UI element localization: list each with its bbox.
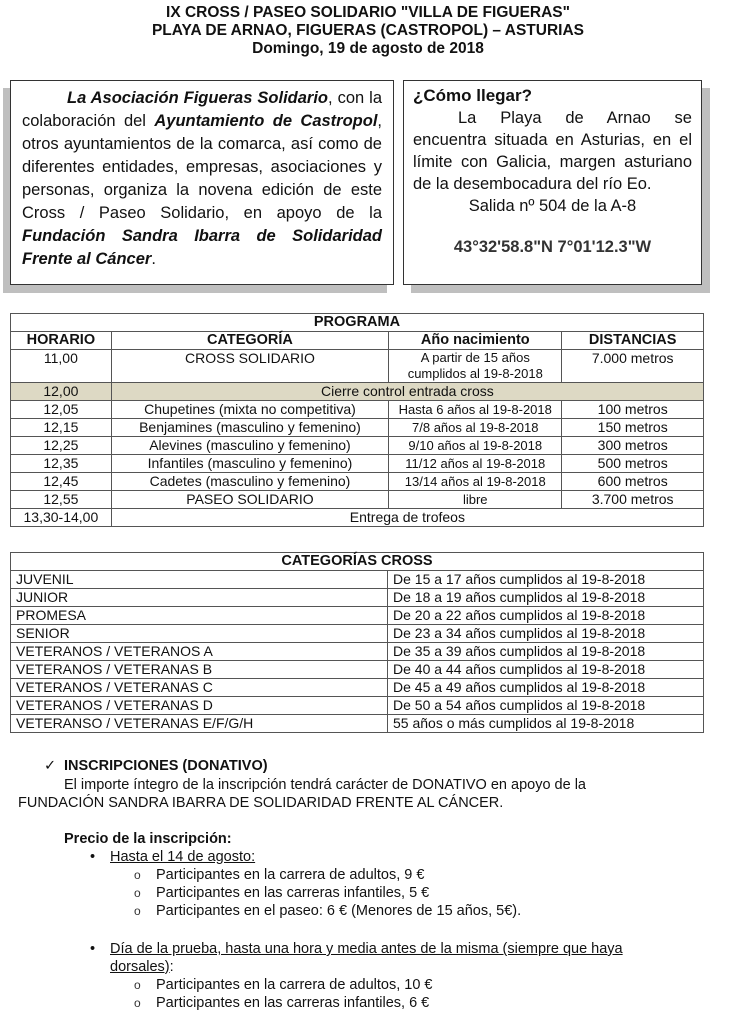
col-distancias: DISTANCIAS — [562, 332, 704, 350]
table-row — [11, 509, 704, 527]
cell-category-name: PROMESA — [11, 607, 388, 625]
price-item — [134, 902, 521, 920]
cell-time: 12,25 — [11, 437, 112, 455]
cell-distance: 500 metros — [562, 455, 704, 473]
programa-header-row — [11, 332, 704, 350]
cell-category-name: SENIOR — [11, 625, 388, 643]
period-label-suffix: : — [169, 959, 174, 975]
cell-age-range: De 45 a 49 años cumplidos al 19-8-2018 — [388, 679, 704, 697]
circle-bullet-icon: o — [134, 978, 141, 992]
cell-time: 13,30-14,00 — [11, 509, 112, 527]
cell-birth: 11/12 años al 19-8-2018 — [389, 455, 562, 473]
cell-time: 12,45 — [11, 473, 112, 491]
cell-age-range: 55 años o más cumplidos al 19-8-2018 — [388, 715, 704, 733]
period-item — [90, 848, 255, 866]
foundation-name: Fundación Sandra Ibarra de Solidaridad Frente al Cáncer — [22, 227, 382, 268]
circle-bullet-icon: o — [134, 996, 141, 1010]
price-item — [134, 994, 429, 1012]
bullet-icon: • — [90, 849, 96, 865]
event-location: PLAYA DE ARNAO, FIGUERAS (CASTROPOL) – ASTURIAS — [151, 22, 585, 39]
cell-category: CROSS SOLIDARIO — [111, 350, 388, 383]
cell-category: Chupetines (mixta no competitiva) — [111, 401, 388, 419]
programa-table — [10, 313, 704, 527]
price-text: Participantes en la carrera de adultos, 10 € — [156, 977, 433, 993]
checkmark-icon: ✓ — [44, 758, 57, 774]
bullet-icon: • — [90, 941, 96, 957]
event-title: IX CROSS / PASEO SOLIDARIO "VILLA DE FIGUERAS" — [166, 4, 570, 21]
cell-distance: 7.000 metros — [562, 350, 704, 383]
table-row — [11, 455, 704, 473]
cell-age-range: De 50 a 54 años cumplidos al 19-8-2018 — [388, 697, 704, 715]
table-row — [11, 437, 704, 455]
price-item — [134, 976, 432, 994]
cell-birth-line: cumplidos al 19-8-2018 — [407, 366, 543, 381]
table-row — [11, 607, 704, 625]
price-item — [134, 884, 429, 902]
table-row — [11, 491, 704, 509]
price-item — [134, 866, 424, 884]
cell-time: 12,35 — [11, 455, 112, 473]
gps-coordinates: 43°32'58.8"N 7°01'12.3"W — [453, 238, 652, 256]
cell-distance: 150 metros — [562, 419, 704, 437]
price-text: Participantes en las carreras infantiles, 6 € — [156, 995, 430, 1011]
cell-birth — [389, 350, 562, 383]
period-label: Día de la prueba, hasta una hora y media antes de la misma (siempre que haya — [110, 941, 623, 957]
organizer-name: La Asociación Figueras Solidario — [67, 89, 328, 107]
cell-category-name: VETERANOS / VETERANAS D — [11, 697, 388, 715]
cell-category: Alevines (masculino y femenino) — [111, 437, 388, 455]
programa-title: PROGRAMA — [11, 314, 704, 332]
cell-birth: 13/14 años al 19-8-2018 — [389, 473, 562, 491]
council-name: Ayuntamiento de Castropol — [154, 112, 378, 130]
cell-time: 12,00 — [11, 383, 112, 401]
inscripciones-heading — [44, 757, 268, 775]
cell-category: Cadetes (masculino y femenino) — [111, 473, 388, 491]
cell-birth-line: A partir de 15 años — [420, 350, 530, 365]
cell-age-range: De 18 a 19 años cumplidos al 19-8-2018 — [388, 589, 704, 607]
period-label: dorsales) — [110, 959, 170, 975]
highway-exit: Salida nº 504 de la A-8 — [468, 197, 637, 215]
directions-text: La Playa de Arnao se encuentra situada en Asturias, en el límite con Galicia, margen asturiano de la desembocadura del río Eo. — [413, 109, 692, 193]
cell-age-range: De 15 a 17 años cumplidos al 19-8-2018 — [388, 571, 704, 589]
cell-category-name: JUNIOR — [11, 589, 388, 607]
cell-distance: 100 metros — [562, 401, 704, 419]
table-row — [11, 661, 704, 679]
price-text: Participantes en la carrera de adultos, 9 € — [156, 867, 425, 883]
cell-note: Cierre control entrada cross — [111, 383, 703, 401]
intro-text: . — [151, 250, 156, 268]
cell-category: Infantiles (masculino y femenino) — [111, 455, 388, 473]
cell-category-name: JUVENIL — [11, 571, 388, 589]
intro-text: , con la colaboración del — [22, 89, 382, 130]
circle-bullet-icon: o — [134, 886, 141, 900]
period-label-continued — [110, 958, 174, 976]
directions-box — [403, 80, 702, 285]
circle-bullet-icon: o — [134, 868, 141, 882]
cell-category-name: VETERANOS / VETERANAS B — [11, 661, 388, 679]
intro-text: , otros ayuntamientos de la comarca, así como de diferentes entidades, empresas, asociaciones y personas, organiza la novena edición de este Cross / Paseo Solidario, en apoyo de la — [22, 112, 382, 222]
period-item — [90, 940, 623, 958]
cell-age-range: De 20 a 22 años cumplidos al 19-8-2018 — [388, 607, 704, 625]
cell-note: Entrega de trofeos — [111, 509, 703, 527]
table-row — [11, 401, 704, 419]
cell-category-name: VETERANOS / VETERANOS A — [11, 643, 388, 661]
cell-distance: 600 metros — [562, 473, 704, 491]
price-title: Precio de la inscripción: — [64, 831, 232, 847]
highlight-row — [11, 383, 704, 401]
cell-distance: 300 metros — [562, 437, 704, 455]
col-horario: HORARIO — [11, 332, 112, 350]
event-date: Domingo, 19 de agosto de 2018 — [252, 40, 484, 57]
cell-category-name: VETERANSO / VETERANAS E/F/G/H — [11, 715, 388, 733]
table-row — [11, 473, 704, 491]
col-ano-nacimiento: Año nacimiento — [389, 332, 562, 350]
table-row — [11, 350, 704, 383]
cell-age-range: De 40 a 44 años cumplidos al 19-8-2018 — [388, 661, 704, 679]
cell-age-range: De 35 a 39 años cumplidos al 19-8-2018 — [388, 643, 704, 661]
table-row — [11, 715, 704, 733]
price-text: Participantes en las carreras infantiles, 5 € — [156, 885, 430, 901]
inscripciones-title: INSCRIPCIONES (DONATIVO) — [64, 758, 268, 774]
cell-birth: 9/10 años al 19-8-2018 — [389, 437, 562, 455]
table-row — [11, 419, 704, 437]
cell-birth: 7/8 años al 19-8-2018 — [389, 419, 562, 437]
cell-time: 11,00 — [11, 350, 112, 383]
table-row — [11, 697, 704, 715]
cell-category: Benjamines (masculino y femenino) — [111, 419, 388, 437]
intro-box — [10, 80, 394, 285]
cell-birth: Hasta 6 años al 19-8-2018 — [389, 401, 562, 419]
table-row — [11, 625, 704, 643]
cell-distance: 3.700 metros — [562, 491, 704, 509]
cell-category-name: VETERANOS / VETERANAS C — [11, 679, 388, 697]
col-categoria: CATEGORÍA — [111, 332, 388, 350]
table-row — [11, 643, 704, 661]
table-row — [11, 571, 704, 589]
table-row — [11, 589, 704, 607]
event-header — [0, 4, 736, 58]
table-row — [11, 679, 704, 697]
donation-text: El importe íntegro de la inscripción tendrá carácter de DONATIVO en apoyo de la — [64, 777, 586, 793]
cell-time: 12,55 — [11, 491, 112, 509]
categorias-title: CATEGORÍAS CROSS — [11, 553, 704, 571]
cell-birth: libre — [389, 491, 562, 509]
cell-time: 12,05 — [11, 401, 112, 419]
directions-title: ¿Cómo llegar? — [413, 86, 533, 105]
period-label: Hasta el 14 de agosto: — [110, 849, 256, 865]
cell-time: 12,15 — [11, 419, 112, 437]
cell-category: PASEO SOLIDARIO — [111, 491, 388, 509]
cell-age-range: De 23 a 34 años cumplidos al 19-8-2018 — [388, 625, 704, 643]
donation-text: FUNDACIÓN SANDRA IBARRA DE SOLIDARIDAD FRENTE AL CÁNCER. — [18, 795, 504, 811]
circle-bullet-icon: o — [134, 904, 141, 918]
price-text: Participantes en el paseo: 6 € (Menores de 15 años, 5€). — [156, 903, 522, 919]
categorias-table — [10, 552, 704, 733]
